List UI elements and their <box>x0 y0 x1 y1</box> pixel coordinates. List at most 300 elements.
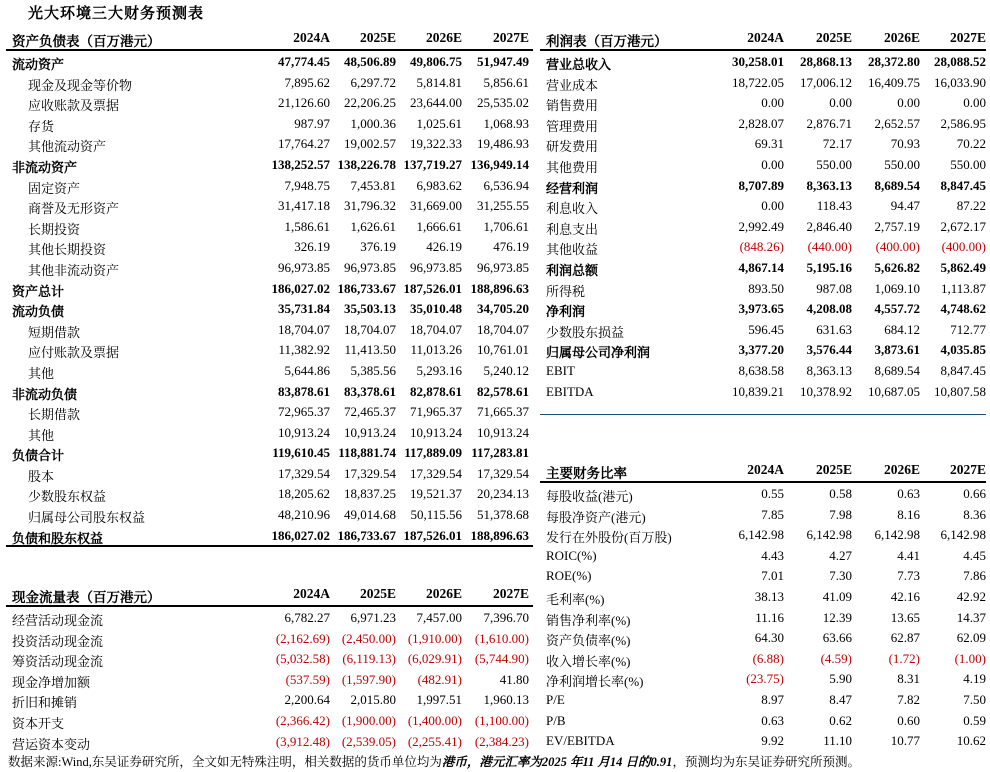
row-value: 3,576.44 <box>806 342 852 358</box>
row-label: 经营利润 <box>546 180 599 196</box>
row-value: 6,782.27 <box>284 610 330 625</box>
row-value: 0.63 <box>761 712 784 728</box>
balance-header-title: 资产负债表（百万港元） <box>12 34 161 49</box>
row-value: 10,687.05 <box>868 383 920 399</box>
income-row <box>540 319 986 340</box>
row-value: 96,973.85 <box>278 259 330 275</box>
row-value: 4,035.85 <box>940 342 986 358</box>
row-label: 其他 <box>28 427 55 443</box>
row-value: 550.00 <box>816 156 852 172</box>
row-value: 48,210.96 <box>278 507 330 523</box>
row-value: 28,372.80 <box>868 54 920 69</box>
row-value: 1,069.10 <box>874 280 920 296</box>
row-label: EV/EBITDA <box>546 733 615 749</box>
row-value: 18,722.05 <box>732 74 784 90</box>
income-row <box>540 298 986 319</box>
row-value: 18,205.62 <box>278 486 330 502</box>
row-label: 应付账款及票据 <box>28 345 120 361</box>
row-label: 流动资产 <box>12 57 65 72</box>
row-value: (1,610.00) <box>474 630 529 646</box>
ratios-row <box>540 607 986 628</box>
row-value: 2,757.19 <box>874 218 920 234</box>
row-value: 25,535.02 <box>477 95 529 111</box>
row-value: (6.88) <box>752 650 784 666</box>
row-label: 折旧和摊销 <box>12 695 78 711</box>
row-label: 其他收益 <box>546 242 599 258</box>
row-value: 6,536.94 <box>483 177 529 193</box>
balance-row <box>6 133 533 154</box>
balance-row <box>6 463 533 484</box>
row-value: 2,672.17 <box>940 218 986 234</box>
row-label: 现金净增加额 <box>12 674 91 690</box>
income-year-header: 2027E <box>949 30 986 45</box>
row-value: 20,234.13 <box>477 486 529 502</box>
row-label: 固定资产 <box>28 180 81 196</box>
row-value: 10.77 <box>890 733 920 749</box>
row-label: 所得税 <box>546 283 586 299</box>
row-value: 8,689.54 <box>874 177 920 193</box>
cashflow-year-header: 2027E <box>492 586 529 601</box>
ratios-row <box>540 545 986 566</box>
ratios-row <box>540 689 986 710</box>
balance-row <box>6 195 533 216</box>
row-value: (1,597.90) <box>341 671 396 687</box>
income-row <box>540 175 986 196</box>
row-value: 8.47 <box>829 691 852 707</box>
income-header-row <box>540 27 986 51</box>
balance-year-header: 2025E <box>359 30 396 45</box>
row-value: (1.72) <box>888 650 920 666</box>
income-bottom-divider <box>540 414 986 415</box>
row-value: 72,965.37 <box>278 404 330 420</box>
row-value: (1,100.00) <box>474 712 529 728</box>
ratios-row <box>540 483 986 504</box>
balance-row <box>6 401 533 422</box>
income-row <box>540 257 986 278</box>
row-label: 资产负债率(%) <box>546 633 631 649</box>
row-value: 0.60 <box>897 712 920 728</box>
row-value: (1,910.00) <box>407 630 462 646</box>
row-value: 4,867.14 <box>738 259 784 275</box>
row-value: 8,847.45 <box>940 177 986 193</box>
row-label: 投资活动现金流 <box>12 633 104 649</box>
row-value: (1,400.00) <box>407 712 462 728</box>
row-value: 96,973.85 <box>410 259 462 275</box>
row-value: 31,417.18 <box>278 198 330 214</box>
footer-note <box>8 752 860 770</box>
cashflow-row <box>6 648 533 669</box>
row-label: 资本开支 <box>12 715 65 731</box>
row-value: 476.19 <box>493 239 529 255</box>
row-value: (23.75) <box>746 671 784 687</box>
row-value: (2,450.00) <box>341 630 396 646</box>
row-value: 1,997.51 <box>416 692 462 708</box>
row-value: 18,704.07 <box>278 321 330 337</box>
row-value: 1,068.93 <box>483 115 529 131</box>
income-row <box>540 92 986 113</box>
balance-row <box>6 319 533 340</box>
row-value: 5,293.16 <box>416 362 462 378</box>
row-label: 非流动负债 <box>12 386 78 402</box>
row-value: (5,032.58) <box>275 651 330 667</box>
ratios-year-header: 2027E <box>949 462 986 477</box>
row-value: 8.16 <box>897 506 920 522</box>
row-value: 1,706.61 <box>483 218 529 234</box>
row-value: 51,947.49 <box>477 54 529 69</box>
row-label: 非流动资产 <box>12 159 78 175</box>
row-value: 8.31 <box>897 671 920 687</box>
row-label: 归属母公司股东权益 <box>28 510 146 526</box>
row-label: 销售费用 <box>546 98 599 114</box>
row-value: (6,029.91) <box>407 651 462 667</box>
ratios-year-header: 2026E <box>883 462 920 477</box>
row-label: 负债和股东权益 <box>12 530 104 546</box>
row-label: 少数股东损益 <box>546 324 625 340</box>
row-label: 管理费用 <box>546 118 599 134</box>
row-value: 7,396.70 <box>483 610 529 625</box>
income-year-header: 2025E <box>815 30 852 45</box>
row-value: 987.97 <box>294 115 330 131</box>
balance-row <box>6 72 533 93</box>
balance-sheet-table <box>6 27 533 547</box>
row-label: EBITDA <box>546 383 594 399</box>
row-value: 987.08 <box>816 280 852 296</box>
row-value: 30,258.01 <box>732 54 784 69</box>
row-value: 11,413.50 <box>344 342 396 358</box>
balance-year-header: 2026E <box>425 30 462 45</box>
cashflow-row <box>6 669 533 690</box>
row-value: 62.87 <box>890 630 920 646</box>
row-label: 净利润增长率(%) <box>546 674 644 690</box>
row-value: 10,761.01 <box>477 342 529 358</box>
row-label: 销售净利率(%) <box>546 612 631 628</box>
cashflow-year-header: 2024A <box>293 586 330 601</box>
row-value: 8.97 <box>761 691 784 707</box>
balance-row <box>6 175 533 196</box>
row-value: 38.13 <box>754 588 784 604</box>
row-value: 7,895.62 <box>284 74 330 90</box>
row-value: 19,002.57 <box>344 136 396 152</box>
row-value: 186,027.02 <box>271 527 330 543</box>
row-value: 41.80 <box>499 671 529 687</box>
balance-row <box>6 154 533 175</box>
row-value: 70.22 <box>956 136 986 152</box>
balance-row <box>6 278 533 299</box>
cashflow-row <box>6 731 533 752</box>
row-label: 每股净资产(港元) <box>546 509 646 525</box>
row-value: 48,506.89 <box>344 54 396 69</box>
cashflow-row <box>6 628 533 649</box>
row-value: 72.17 <box>822 136 852 152</box>
income-row <box>540 195 986 216</box>
row-value: 6,971.23 <box>350 610 396 625</box>
income-row <box>540 133 986 154</box>
row-value: 10,913.24 <box>477 424 529 440</box>
row-value: 8,638.58 <box>738 362 784 378</box>
row-value: 187,526.01 <box>403 527 462 543</box>
row-label: 股本 <box>28 468 55 484</box>
row-value: 712.77 <box>950 321 986 337</box>
income-year-header: 2024A <box>747 30 784 45</box>
row-value: 72,465.37 <box>344 404 396 420</box>
row-value: 118,881.74 <box>338 445 396 461</box>
row-value: (440.00) <box>807 239 852 255</box>
row-value: 13.65 <box>890 609 920 625</box>
balance-year-header: 2027E <box>492 30 529 45</box>
row-value: (5,744.90) <box>474 651 529 667</box>
row-value: 8,689.54 <box>874 362 920 378</box>
row-value: 186,733.67 <box>337 280 396 296</box>
row-label: 毛利率(%) <box>546 591 605 607</box>
row-label: 归属母公司净利润 <box>546 345 651 361</box>
ratios-row <box>540 524 986 545</box>
row-label: 其他费用 <box>546 159 599 175</box>
income-row <box>540 72 986 93</box>
row-label: 筹资活动现金流 <box>12 654 104 670</box>
row-value: 16,033.90 <box>934 74 986 90</box>
row-value: 70.93 <box>890 136 920 152</box>
row-value: 5,644.86 <box>284 362 330 378</box>
row-label: 利润总额 <box>546 262 599 278</box>
row-label: 营运资本变动 <box>12 736 91 752</box>
row-value: 31,255.55 <box>477 198 529 214</box>
row-value: 0.00 <box>897 95 920 111</box>
row-label: ROIC(%) <box>546 547 597 563</box>
row-value: 17,329.54 <box>344 465 396 481</box>
row-value: 117,283.81 <box>471 445 529 461</box>
row-value: 5,626.82 <box>874 259 920 275</box>
row-label: 流动负债 <box>12 304 65 320</box>
row-value: 138,252.57 <box>271 156 330 172</box>
row-value: 11.10 <box>823 733 852 749</box>
row-value: 7.86 <box>963 568 986 584</box>
row-value: 64.30 <box>754 630 784 646</box>
ratios-row <box>540 710 986 731</box>
row-label: 其他非流动资产 <box>28 262 120 278</box>
balance-row <box>6 339 533 360</box>
row-value: 87.22 <box>956 198 986 214</box>
row-label: 现金及现金等价物 <box>28 77 133 93</box>
ratios-header-row <box>540 459 986 483</box>
row-value: 7,948.75 <box>284 177 330 193</box>
balance-row <box>6 360 533 381</box>
row-value: 17,764.27 <box>278 136 330 152</box>
row-value: (400.00) <box>875 239 920 255</box>
row-value: 17,329.54 <box>477 465 529 481</box>
ratios-header-title: 主要财务比率 <box>546 466 627 481</box>
row-value: 7.50 <box>963 691 986 707</box>
row-value: 550.00 <box>950 156 986 172</box>
row-label: 净利润 <box>546 304 586 320</box>
row-value: 1,000.36 <box>350 115 396 131</box>
balance-year-header: 2024A <box>293 30 330 45</box>
row-value: 31,796.32 <box>344 198 396 214</box>
row-value: 596.45 <box>748 321 784 337</box>
row-value: 11,382.92 <box>278 342 330 358</box>
row-value: 0.58 <box>829 486 852 501</box>
row-value: (1,900.00) <box>341 712 396 728</box>
income-header-title: 利润表（百万港元） <box>546 34 668 49</box>
row-value: 2,846.40 <box>806 218 852 234</box>
row-label: 长期借款 <box>28 407 81 423</box>
row-value: 12.39 <box>822 609 852 625</box>
row-value: (2,366.42) <box>275 712 330 728</box>
footer-prefix: 数据来源:Wind,东吴证券研究所，全文如无特殊注明，相关数据的货币单位均为 <box>8 755 442 769</box>
income-statement-table <box>540 27 986 401</box>
row-value: 138,226.78 <box>337 156 396 172</box>
row-value: 5.90 <box>829 671 852 687</box>
row-value: 0.66 <box>963 486 986 501</box>
row-value: 5,814.81 <box>416 74 462 90</box>
row-label: 研发费用 <box>546 139 599 155</box>
row-label: ROE(%) <box>546 568 592 584</box>
row-value: 23,644.00 <box>410 95 462 111</box>
income-row <box>540 154 986 175</box>
row-value: (848.26) <box>739 239 784 255</box>
row-value: 18,704.07 <box>410 321 462 337</box>
row-value: 1,666.61 <box>416 218 462 234</box>
row-value: 5,240.12 <box>483 362 529 378</box>
balance-row <box>6 113 533 134</box>
row-value: 7,457.00 <box>416 610 462 625</box>
row-value: 49,014.68 <box>344 507 396 523</box>
row-value: 35,503.13 <box>344 301 396 317</box>
row-value: (2,255.41) <box>407 733 462 749</box>
row-value: 96,973.85 <box>344 259 396 275</box>
ratios-row <box>540 648 986 669</box>
row-label: 商誉及无形资产 <box>28 201 120 217</box>
row-value: 0.00 <box>761 95 784 111</box>
row-value: 28,868.13 <box>800 54 852 69</box>
row-label: 收入增长率(%) <box>546 653 631 669</box>
row-label: 其他长期投资 <box>28 242 107 258</box>
balance-row <box>6 381 533 402</box>
row-value: 34,705.20 <box>477 301 529 317</box>
row-value: 5,195.16 <box>806 259 852 275</box>
row-value: (6,119.13) <box>342 651 396 667</box>
row-value: (4.59) <box>820 650 852 666</box>
row-value: 10,913.24 <box>344 424 396 440</box>
income-row <box>540 236 986 257</box>
row-value: 19,486.93 <box>477 136 529 152</box>
ratios-row <box>540 627 986 648</box>
balance-row <box>6 51 533 72</box>
row-value: 49,806.75 <box>410 54 462 69</box>
row-label: EBIT <box>546 362 575 378</box>
row-label: P/E <box>546 691 565 707</box>
row-label: 应收账款及票据 <box>28 98 120 114</box>
row-value: 71,965.37 <box>410 404 462 420</box>
row-value: 6,297.72 <box>350 74 396 90</box>
row-value: 4.19 <box>963 671 986 687</box>
balance-row <box>6 504 533 525</box>
row-value: 18,837.25 <box>344 486 396 502</box>
ratios-row <box>540 586 986 607</box>
row-label: 长期投资 <box>28 221 81 237</box>
row-value: 21,126.60 <box>278 95 330 111</box>
row-value: 71,665.37 <box>477 404 529 420</box>
row-value: 8,847.45 <box>940 362 986 378</box>
cashflow-row <box>6 689 533 710</box>
row-value: 51,378.68 <box>477 507 529 523</box>
ratios-year-header: 2024A <box>747 462 784 477</box>
row-value: 42.16 <box>890 588 920 604</box>
cashflow-year-header: 2025E <box>359 586 396 601</box>
row-value: 19,521.37 <box>410 486 462 502</box>
row-value: 17,329.54 <box>410 465 462 481</box>
row-value: 69.31 <box>754 136 784 152</box>
row-value: 7.01 <box>761 568 784 584</box>
row-value: 22,206.25 <box>344 95 396 111</box>
row-value: 5,856.61 <box>483 74 529 90</box>
row-label: 利息支出 <box>546 221 599 237</box>
row-label: 营业成本 <box>546 77 599 93</box>
ratios-year-header: 2025E <box>815 462 852 477</box>
footer-suffix: ，预测均为东吴证券研究所预测。 <box>672 755 860 769</box>
row-value: 326.19 <box>294 239 330 255</box>
row-value: 187,526.01 <box>403 280 462 296</box>
row-value: 7.82 <box>897 691 920 707</box>
row-value: 7.30 <box>829 568 852 584</box>
ratios-row <box>540 730 986 751</box>
row-value: 10,913.24 <box>278 424 330 440</box>
row-value: 35,731.84 <box>278 301 330 317</box>
row-value: 4.45 <box>963 547 986 563</box>
row-value: 5,385.56 <box>350 362 396 378</box>
row-label: 发行在外股份(百万股) <box>546 530 672 546</box>
row-value: 684.12 <box>884 321 920 337</box>
row-value: 10,913.24 <box>410 424 462 440</box>
row-value: 1,586.61 <box>284 218 330 234</box>
row-value: 0.00 <box>963 95 986 111</box>
row-value: 83,878.61 <box>278 383 330 399</box>
row-value: 82,578.61 <box>477 383 529 399</box>
balance-row <box>6 483 533 504</box>
row-label: P/B <box>546 712 566 728</box>
row-value: 0.55 <box>761 486 784 501</box>
row-value: 631.63 <box>816 321 852 337</box>
row-label: 营业总收入 <box>546 57 612 72</box>
row-value: 17,329.54 <box>278 465 330 481</box>
row-label: 其他 <box>28 365 55 381</box>
row-value: 18,704.07 <box>344 321 396 337</box>
row-value: 8,363.13 <box>806 362 852 378</box>
income-row <box>540 360 986 381</box>
row-value: 426.19 <box>426 239 462 255</box>
page-title: 光大环境三大财务预测表 <box>28 6 205 22</box>
balance-row <box>6 92 533 113</box>
row-value: 0.59 <box>963 712 986 728</box>
row-value: 0.63 <box>897 486 920 501</box>
row-value: 0.00 <box>761 198 784 214</box>
row-label: 利息收入 <box>546 201 599 217</box>
income-row <box>540 216 986 237</box>
row-value: 4.27 <box>829 547 852 563</box>
balance-row <box>6 442 533 463</box>
row-value: 10,807.58 <box>934 383 986 399</box>
row-value: 7.98 <box>829 506 852 522</box>
balance-row <box>6 525 533 548</box>
row-value: 50,115.56 <box>410 507 462 523</box>
row-value: 28,088.52 <box>934 54 986 69</box>
row-value: 6,142.98 <box>874 527 920 543</box>
row-value: 2,876.71 <box>806 115 852 131</box>
row-value: 2,015.80 <box>350 692 396 708</box>
row-value: 8,707.89 <box>738 177 784 193</box>
row-value: 17,006.12 <box>800 74 852 90</box>
cashflow-row <box>6 710 533 731</box>
income-row <box>540 113 986 134</box>
